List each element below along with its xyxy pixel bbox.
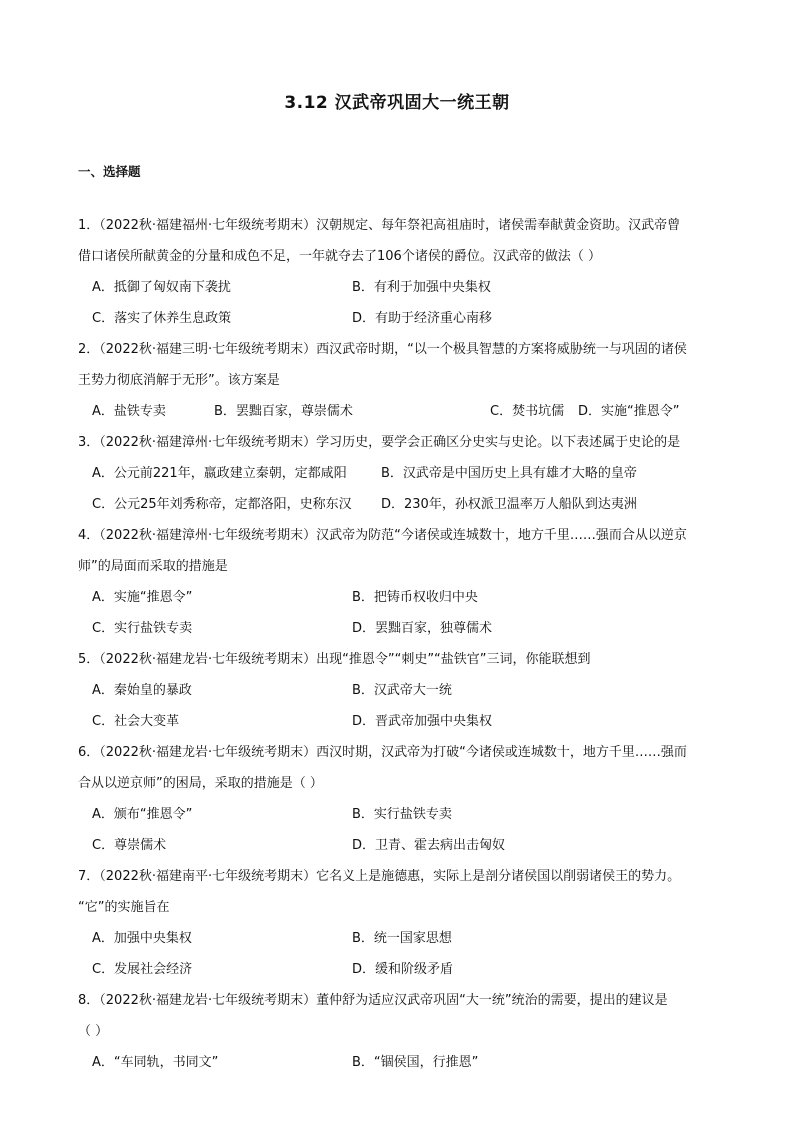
question-3 [78, 427, 718, 520]
option-c[interactable]: C．公元25年刘秀称帝，定都洛阳，史称东汉 [92, 497, 352, 512]
option-b[interactable]: B．实行盐铁专卖 [352, 807, 452, 822]
option-c[interactable]: C．发展社会经济 [92, 962, 193, 977]
question-1 [78, 210, 718, 334]
option-a[interactable]: A．“车同轨，书同文” [92, 1055, 219, 1070]
question-6 [78, 737, 718, 861]
question-stem-line: 8．（2022秋·福建龙岩·七年级统考期末）董仲舒为适应汉武帝巩固“大一统”统治的需要，提出的建议是 [78, 993, 668, 1008]
option-row [78, 799, 718, 830]
option-b[interactable]: B．罢黜百家，尊崇儒术 [214, 404, 353, 419]
option-row [78, 675, 718, 706]
question-stem-line: 借口诸侯所献黄金的分量和成色不足，一年就夺去了106个诸侯的爵位。汉武帝的做法（ ） [78, 249, 601, 264]
option-row [78, 272, 718, 303]
question-5 [78, 644, 718, 737]
option-a[interactable]: A．盐铁专卖 [92, 404, 166, 419]
option-a[interactable]: A．公元前221年，嬴政建立秦朝，定都咸阳 [92, 466, 347, 481]
question-stem-line: 合从以逆京师”的困局，采取的措施是（ ） [78, 776, 323, 791]
question-8 [78, 985, 718, 1078]
question-stem-line: 3．（2022秋·福建漳州·七年级统考期末）学习历史，要学会正确区分史实与史论。以下表述属于史论的是 [78, 435, 681, 450]
option-b[interactable]: B．有利于加强中央集权 [352, 280, 491, 295]
option-c[interactable]: C．焚书坑儒 [490, 404, 565, 419]
question-2 [78, 334, 718, 427]
option-d[interactable]: D．230年，孙权派卫温率万人船队到达夷洲 [381, 497, 637, 512]
question-stem-line: 王势力彻底消解于无形”。该方案是 [78, 373, 280, 388]
option-d[interactable]: D．实施“推恩令” [578, 404, 680, 419]
option-a[interactable]: A．颁布“推恩令” [92, 807, 193, 822]
question-stem-line: 4．（2022秋·福建漳州·七年级统考期末）汉武帝为防范“今诸侯或连城数十，地方千里……强而合从以逆京 [78, 528, 687, 543]
option-c[interactable]: C．尊崇儒术 [92, 838, 167, 853]
question-4 [78, 520, 718, 644]
option-b[interactable]: B．把铸币权收归中央 [352, 590, 478, 605]
question-stem-line: 1．（2022秋·福建福州·七年级统考期末）汉朝规定、每年祭祀高祖庙时，诸侯需奉献黄金资助。汉武帝曾 [78, 218, 681, 233]
section-heading: 一、选择题 [78, 164, 141, 179]
question-stem-line: 7．（2022秋·福建南平·七年级统考期末）它名义上是施德惠，实际上是剖分诸侯国以削弱诸侯王的势力。 [78, 869, 681, 884]
option-row [78, 396, 718, 427]
question-stem-line: 6．（2022秋·福建龙岩·七年级统考期末）西汉时期，汉武帝为打破“今诸侯或连城数十，地方千里……强而 [78, 745, 687, 760]
question-stem-line: 5．（2022秋·福建龙岩·七年级统考期末）出现“推恩令”“刺史”“盐铁官”三词，你能联想到 [78, 652, 591, 667]
option-row [78, 954, 718, 985]
option-row [78, 303, 718, 334]
question-stem-line: 师”的局面而采取的措施是 [78, 559, 228, 574]
option-row [78, 613, 718, 644]
option-row [78, 923, 718, 954]
question-stem-line: （ ） [78, 1024, 109, 1039]
option-a[interactable]: A．抵御了匈奴南下袭扰 [92, 280, 231, 295]
question-7 [78, 861, 718, 985]
option-d[interactable]: D．卫青、霍去病出击匈奴 [352, 838, 506, 853]
question-stem-line: “它”的实施旨在 [78, 900, 170, 915]
option-c[interactable]: C．落实了休养生息政策 [92, 311, 232, 326]
option-a[interactable]: A．加强中央集权 [92, 931, 192, 946]
option-row [78, 706, 718, 737]
question-stem-line: 2．（2022秋·福建三明·七年级统考期末）西汉武帝时期，“以一个极具智慧的方案将威胁统一与巩固的诸侯 [78, 342, 687, 357]
option-d[interactable]: D．晋武帝加强中央集权 [352, 714, 493, 729]
document-title: 3.12 汉武帝巩固大一统王朝 [284, 93, 510, 113]
option-d[interactable]: D．缓和阶级矛盾 [352, 962, 454, 977]
option-a[interactable]: A．实施“推恩令” [92, 590, 193, 605]
option-a[interactable]: A．秦始皇的暴政 [92, 683, 192, 698]
option-row [78, 830, 718, 861]
option-row [78, 1047, 718, 1078]
option-row [78, 489, 718, 520]
option-c[interactable]: C．实行盐铁专卖 [92, 621, 193, 636]
option-row [78, 582, 718, 613]
option-row [78, 458, 718, 489]
option-b[interactable]: B．统一国家思想 [352, 931, 452, 946]
option-b[interactable]: B．“锢侯国，行推恩” [352, 1055, 479, 1070]
option-c[interactable]: C．社会大变革 [92, 714, 180, 729]
option-b[interactable]: B．汉武帝是中国历史上具有雄才大略的皇帝 [381, 466, 637, 481]
option-d[interactable]: D．罢黜百家，独尊儒术 [352, 621, 493, 636]
option-d[interactable]: D．有助于经济重心南移 [352, 311, 493, 326]
option-b[interactable]: B．汉武帝大一统 [352, 683, 452, 698]
